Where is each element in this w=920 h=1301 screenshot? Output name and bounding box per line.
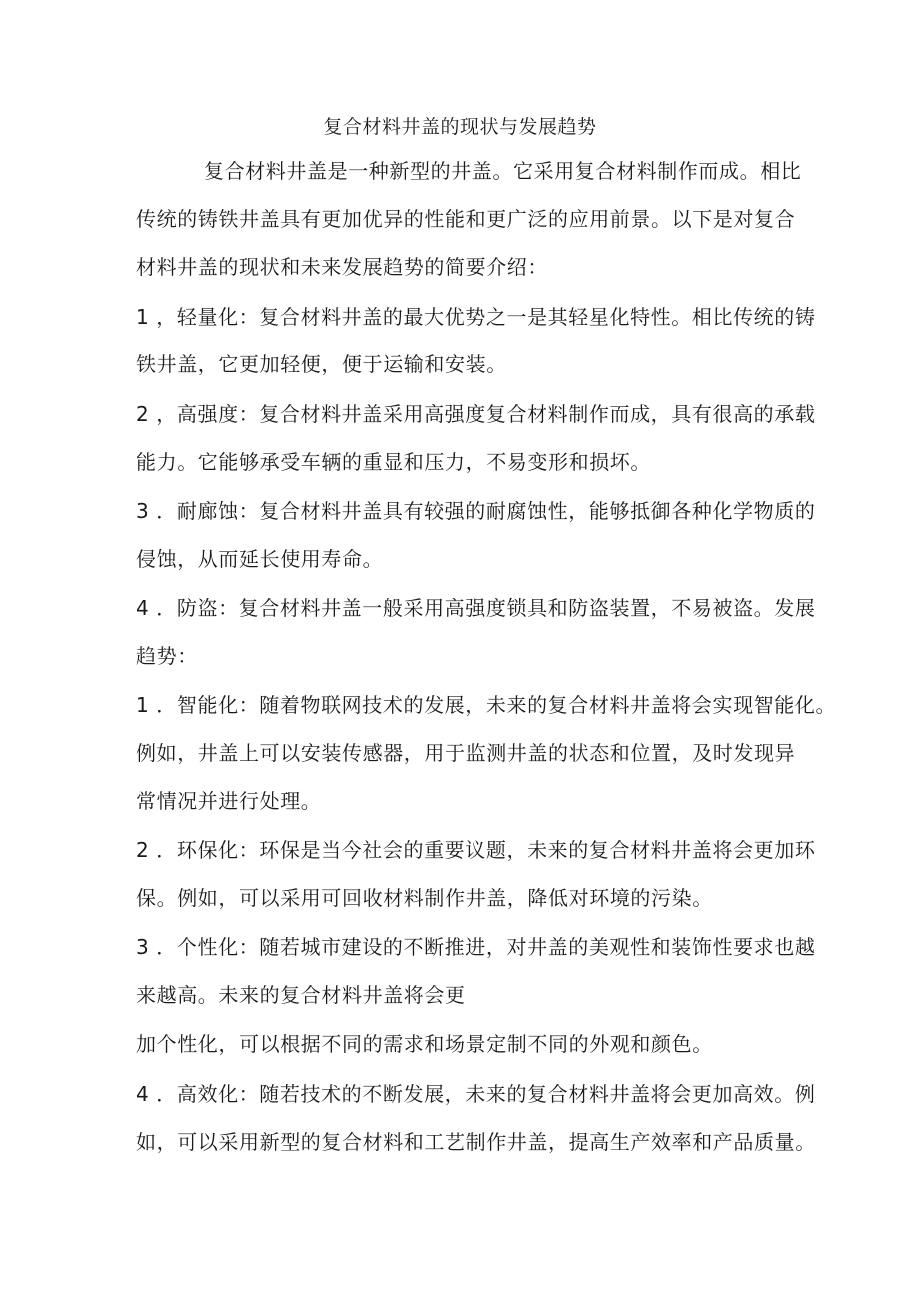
paragraph-line: 材料井盖的现状和未来发展趋势的简要介绍： <box>136 255 548 279</box>
list-item-line: 能力。它能够承受车辆的重显和压力，不易变形和损坏。 <box>136 450 651 474</box>
list-item-line: 2 ．环保化：环保是当今社会的重要议题，未来的复合材料井盖将会更加环 <box>136 838 816 862</box>
list-item-line: 来越高。未来的复合材料井盖将会更 <box>136 983 466 1007</box>
list-item-line: 1 ．智能化：随着物联网技术的发展，未来的复合材料井盖将会实现智能化。 <box>136 693 837 717</box>
list-item-line: 常情况并进行处理。 <box>136 789 322 813</box>
list-item-line: 如，可以采用新型的复合材料和工艺制作井盖，提高生产效率和产品质量。 <box>136 1130 816 1154</box>
paragraph-line: 复合材料井盖是一种新型的井盖。它采用复合材料制作而成。相比 <box>204 159 802 183</box>
list-item-line: 例如，井盖上可以安装传感器，用于监测井盖的状态和位置，及时发现异 <box>136 741 796 765</box>
list-item-line: 1 ，轻量化：复合材料井盖的最大优势之一是其轻星化特性。相比传统的铸 <box>136 305 816 329</box>
paragraph-line: 传统的铸铁井盖具有更加优异的性能和更广泛的应用前景。以下是对复合 <box>136 207 796 231</box>
list-item-line: 3 ．耐廊蚀：复合材料井盖具有较强的耐腐蚀性，能够抵御各种化学物质的 <box>136 499 816 523</box>
list-item-line: 侵蚀，从而延长使用寿命。 <box>136 547 384 571</box>
list-item-line: 2 ，高强度：复合材料井盖采用高强度复合材料制作而成，具有很高的承载 <box>136 402 816 426</box>
list-item-line: 加个性化，可以根据不同的需求和场景定制不同的外观和颜色。 <box>136 1032 713 1056</box>
list-item-line: 保。例如，可以采用可回收材料制作井盖，降低对环境的污染。 <box>136 886 713 910</box>
list-item-line: 3 ．个性化：随若城市建设的不断推进，对井盖的美观性和装饰性要求也越 <box>136 935 816 959</box>
document-title: 复合材料井盖的现状与发展趋势 <box>323 116 597 138</box>
list-item-line: 4 ．防盗：复合材料井盖一般采用高强度锁具和防盗装置，不易被盗。发展 <box>136 596 816 620</box>
list-item-line: 铁井盖，它更加轻便，便于运输和安装。 <box>136 352 507 376</box>
list-item-line: 趋势： <box>136 644 198 668</box>
list-item-line: 4 ．高效化：随若技术的不断发展，未来的复合材料井盖将会更加高效。例 <box>136 1082 816 1106</box>
